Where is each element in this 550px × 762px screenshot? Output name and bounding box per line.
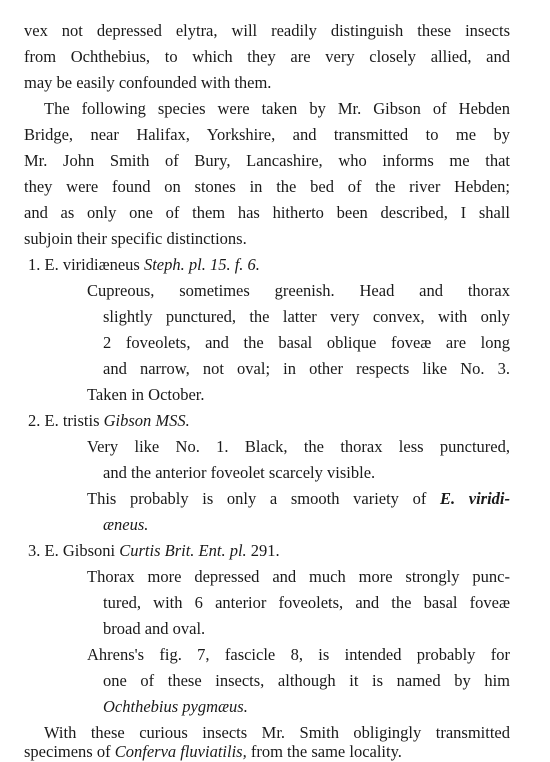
species-3-note-line-2: one of these insects, although it is named by him (103, 671, 510, 690)
closing-line-2 (24, 742, 402, 762)
paragraph-2-line-5: and as only one of them has hitherto been described, I shall (24, 203, 510, 222)
species-3-description-line-2: tured, with 6 anterior foveolets, and the basal foveæ (103, 593, 510, 612)
species-1-name: E. viridiæneus (44, 255, 140, 274)
species-2-note-line-2: æneus. (103, 515, 149, 534)
species-3-description-line-3: broad and oval. (103, 619, 206, 638)
species-3-authority: Curtis Brit. Ent. pl. (119, 541, 247, 560)
species-2-note-text: This probably is only a smooth variety of (87, 489, 427, 508)
paragraph-2-line-3: Mr. John Smith of Bury, Lancashire, who informs me that (24, 151, 510, 170)
species-3-name: E. Gibsoni (44, 541, 116, 560)
species-1-description-line-1: Cupreous, sometimes greenish. Head and thorax (87, 281, 510, 300)
species-1-heading (28, 254, 260, 276)
paragraph-1-line-2: from Ochthebius, to which they are very closely allied, and (24, 47, 510, 66)
species-3-description-line-1: Thorax more depressed and much more strongly punc- (87, 567, 510, 586)
species-1-description-line-4: and narrow, not oval; in other respects like No. 3. (103, 359, 510, 378)
species-2-name: E. tristis (44, 411, 100, 430)
paragraph-1-line-3: may be easily confounded with them. (24, 73, 272, 92)
species-3-number: 3. (28, 541, 41, 560)
closing-line-2-start: specimens of (24, 742, 111, 761)
species-2-note-line-1 (87, 488, 510, 510)
species-3-note-line-1: Ahrens's fig. 7, fascicle 8, is intended probably for (87, 645, 510, 664)
species-2-authority: Gibson MSS. (103, 411, 190, 430)
paragraph-2-line-6: subjoin their specific distinctions. (24, 229, 247, 248)
species-2-note-species-a: E. viridi- (439, 489, 511, 508)
closing-species: Conferva fluviatilis, (114, 742, 247, 761)
species-3-plate: 291. (250, 541, 280, 560)
closing-line-1: With these curious insects Mr. Smith obligingly transmitted (44, 723, 510, 742)
species-2-description-line-2: and the anterior foveolet scarcely visible. (103, 463, 376, 482)
species-2-description-line-1: Very like No. 1. Black, the thorax less punctured, (87, 437, 510, 456)
species-2-heading (28, 410, 190, 432)
paragraph-2-line-4: they were found on stones in the bed of the river Hebden; (24, 177, 510, 196)
paragraph-1-line-1: vex not depressed elytra, will readily distinguish these insects (24, 21, 510, 40)
species-1-number: 1. (28, 255, 41, 274)
species-1-description-line-2: slightly punctured, the latter very convex, with only (103, 307, 510, 326)
species-3-note-species: Ochthebius pygmæus. (103, 697, 248, 716)
species-1-authority: Steph. pl. 15. f. 6. (143, 255, 260, 274)
paragraph-2-line-2: Bridge, near Halifax, Yorkshire, and transmitted to me by (24, 125, 510, 144)
species-1-description-line-3: 2 foveolets, and the basal oblique foveæ are long (103, 333, 510, 352)
species-2-number: 2. (28, 411, 41, 430)
closing-line-2-end: from the same locality. (250, 742, 402, 761)
paragraph-2-line-1: The following species were taken by Mr. Gibson of Hebden (44, 99, 510, 118)
species-3-heading (28, 540, 280, 562)
species-1-note: Taken in October. (87, 385, 205, 404)
